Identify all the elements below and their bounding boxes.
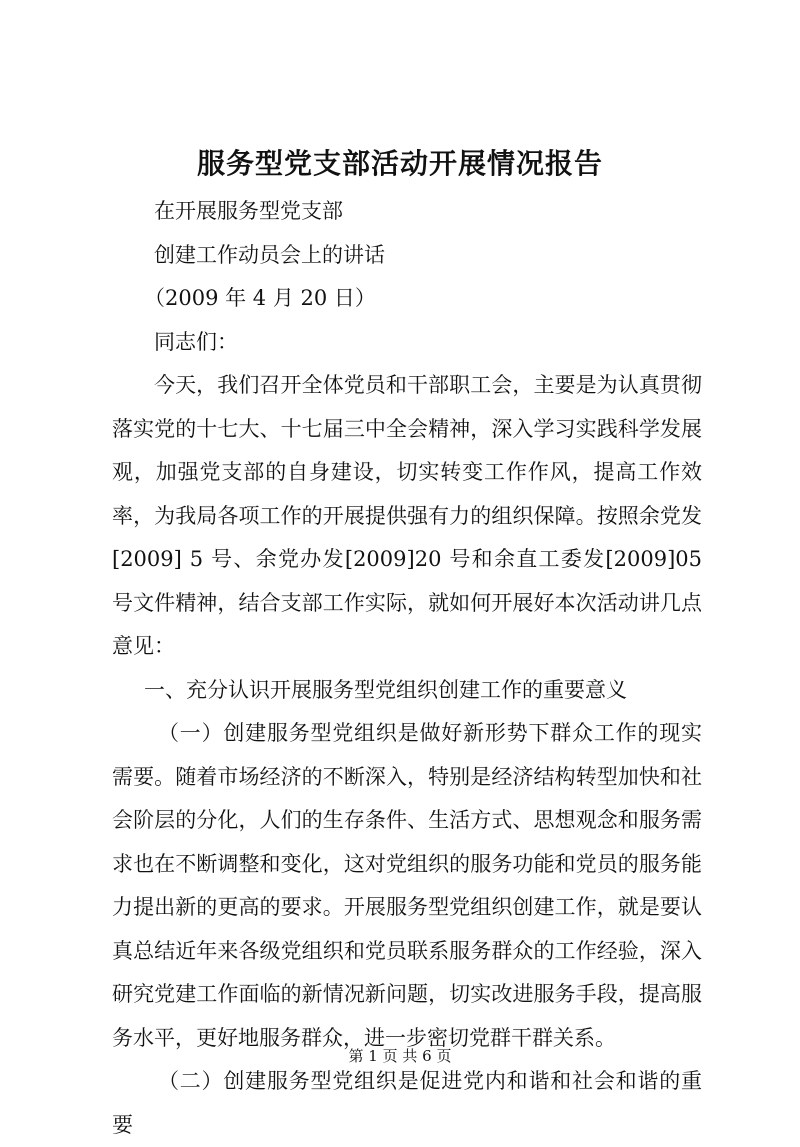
subtitle-line-1: 在开展服务型党支部: [154, 199, 343, 223]
date-line: （2009 年 4 月 20 日）: [144, 286, 376, 310]
subtitle-line-2: 创建工作动员会上的讲话: [154, 242, 385, 267]
paragraph-intro: 今天，我们召开全体党员和干部职工会，主要是为认真贯彻落实党的十七大、十七届三中全会精神，深入学习实践科学发展观，加强党支部的自身建设，切实转变工作作风，提高工作效率，为我局各项工作的开展提供强有力的组织保障。按照余党发[2009] 5 号、余党办发[2009]20 号和余直工委发[2009]05 号文件精神，结合支部工作实际，就如何开展好本次活动讲几点意见：: [112, 373, 702, 658]
section-heading-1: 一、充分认识开展服务型党组织创建工作的重要意义: [144, 677, 627, 702]
document-body: [112, 190, 702, 1147]
paragraph-section-1-1: （一）创建服务型党组织是做好新形势下群众工作的现实需要。随着市场经济的不断深入，特别是经济结构转型加快和社会阶层的分化，人们的生存条件、生活方式、思想观念和服务需求也在不断调整和变化，这对党组织的服务功能和党员的服务能力提出新的更高的要求。开展服务型党组织创建工作，就是要认真总结近年来各级党组织和党员联系服务群众的工作经验，深入研究党建工作面临的新情况新问题，切实改进服务手段，提高服务水平，更好地服务群众，进一步密切党群干群关系。: [112, 721, 702, 1050]
page-footer: 第 1 页 共 6 页: [348, 1047, 452, 1065]
salutation: 同志们：: [154, 329, 238, 354]
paragraph-section-1-2: （二）创建服务型党组织是促进党内和谐和社会和谐的重要: [112, 1069, 702, 1137]
document-title: 服务型党支部活动开展情况报告: [196, 147, 603, 180]
